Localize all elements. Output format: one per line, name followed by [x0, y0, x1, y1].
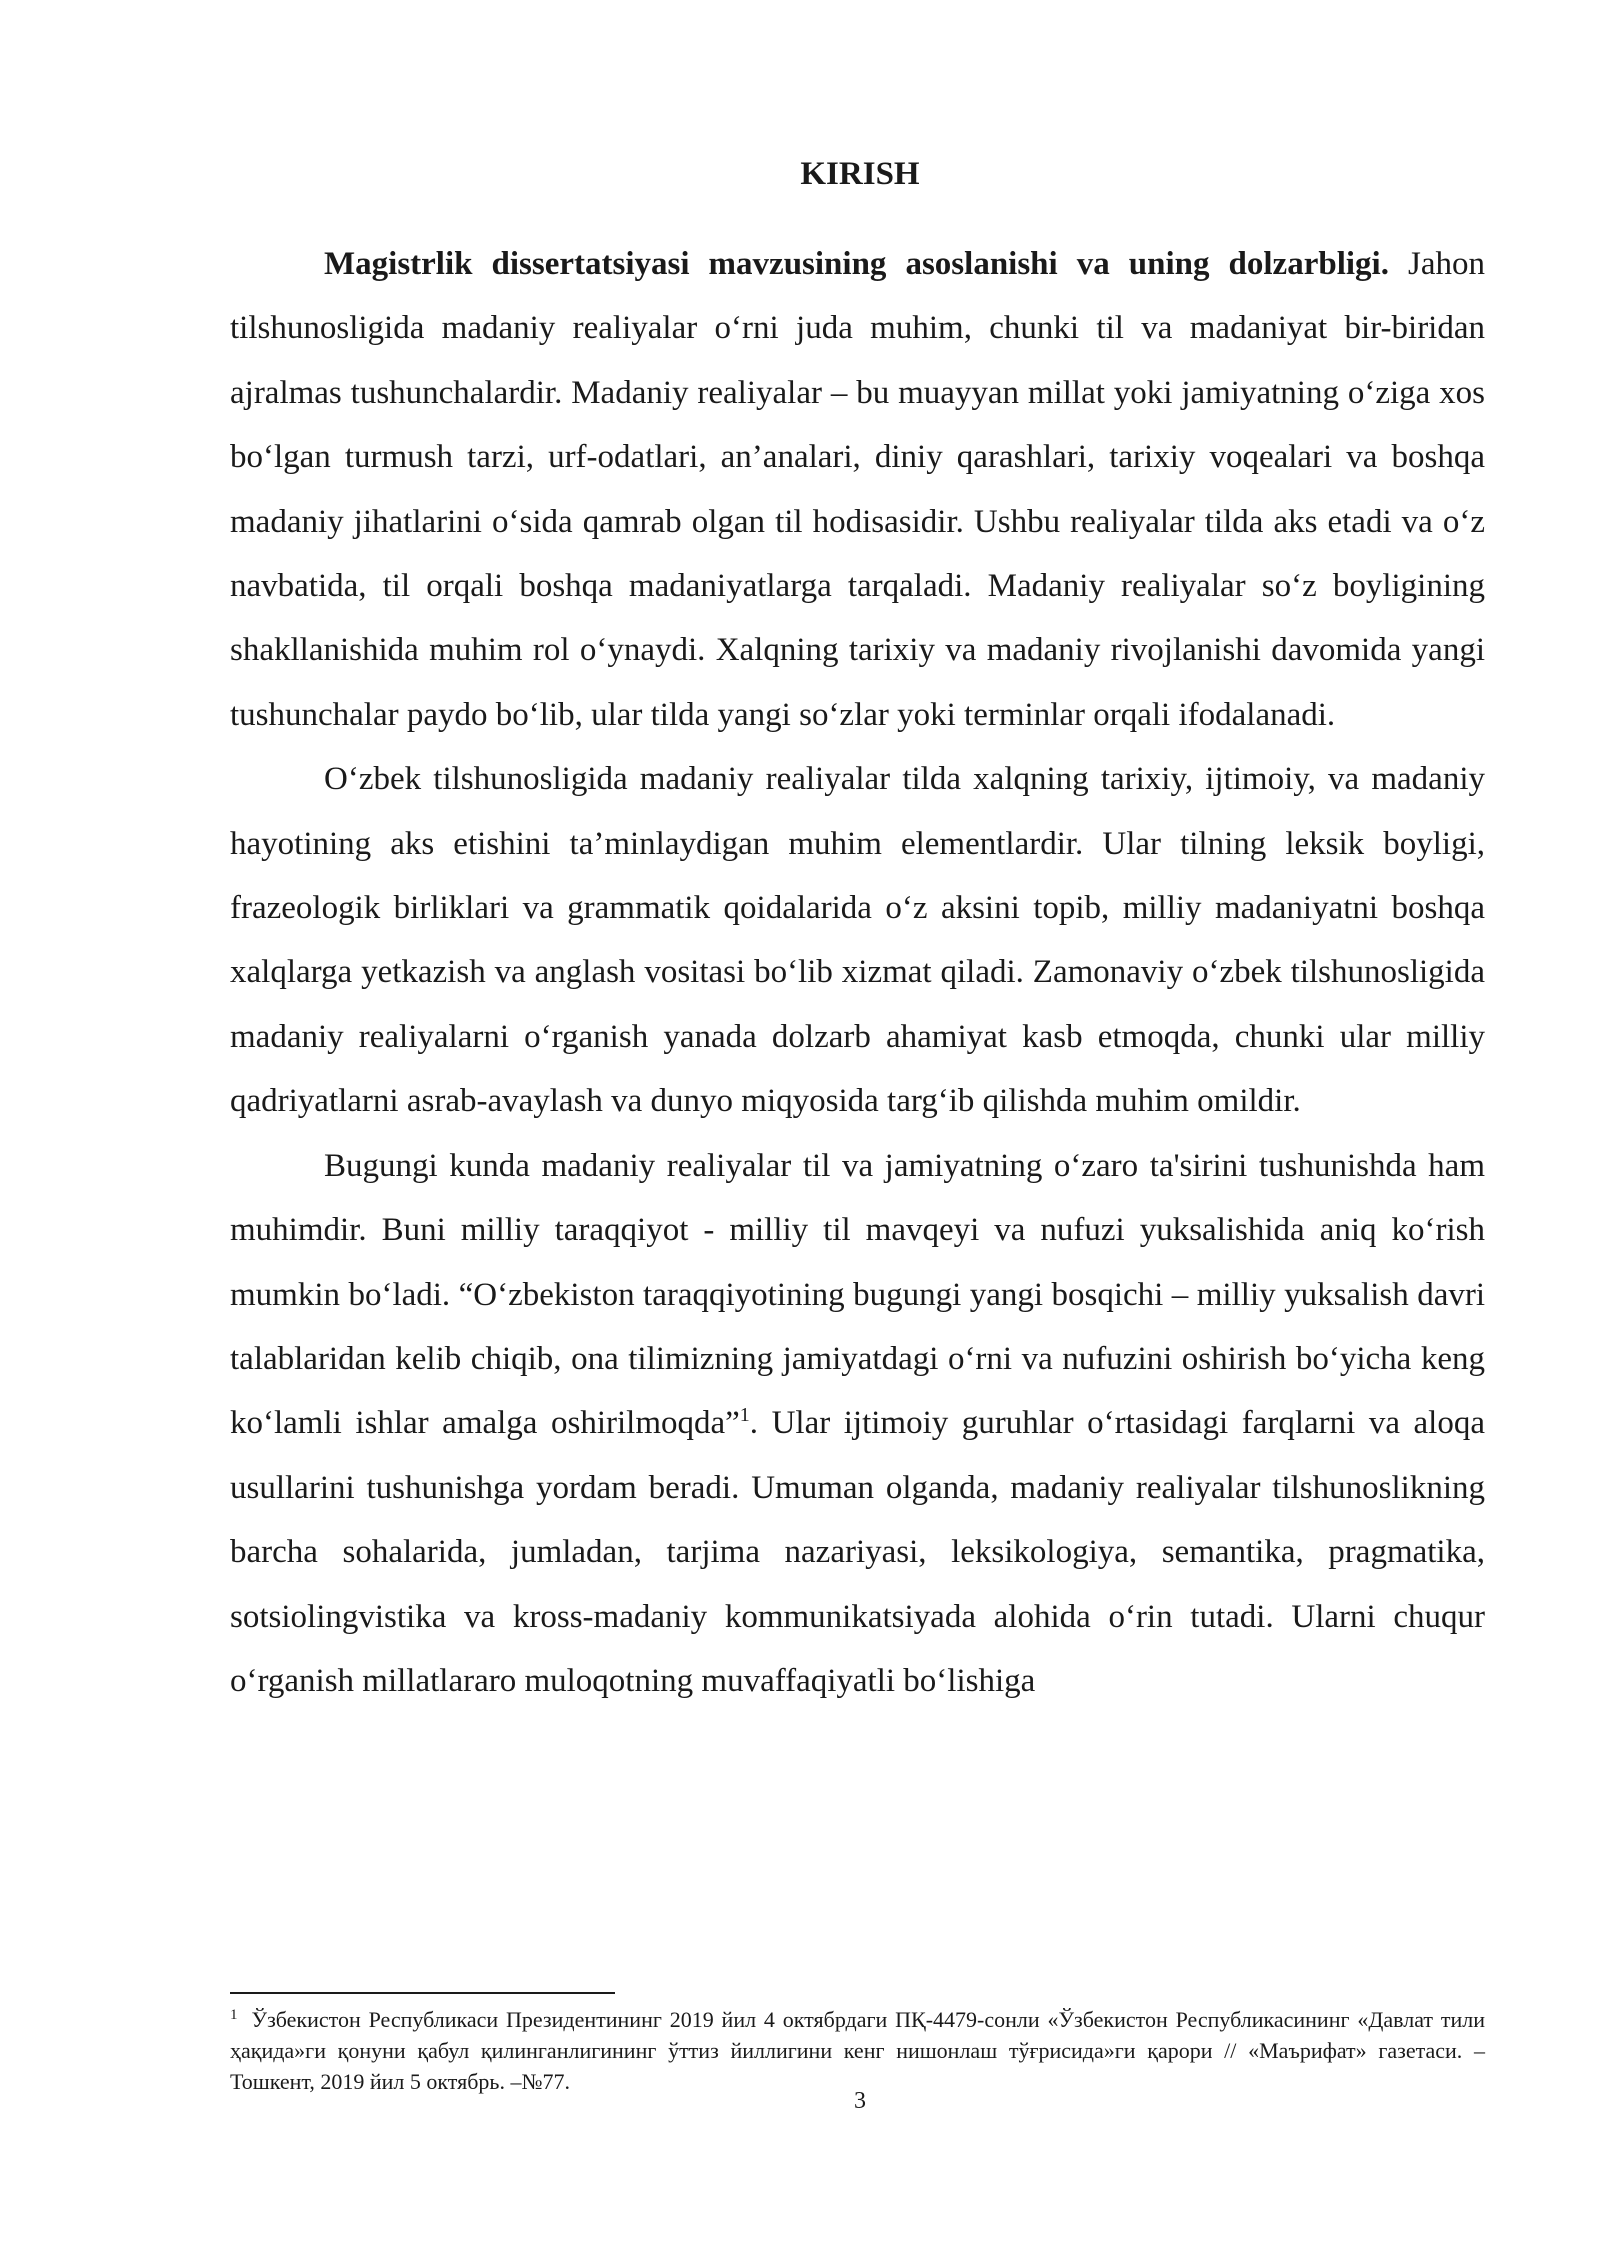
footnote	[230, 2004, 1485, 2097]
section-lead-heading: Magistrlik dissertatsiyasi mavzusining asoslanishi va uning dolzarbligi.	[324, 246, 1389, 282]
main-text	[230, 232, 1485, 1713]
paragraph-3-part-2: . Ular ijtimoiy guruhlar o‘rtasidagi farqlarni va aloqa usullarini tushunishga yordam beradi. Umuman olganda, madaniy realiyalar tilshunoslikning barcha sohalarida, jumladan, tarjima nazariyasi, leksikologiya, semantika, pragmatika, sotsiolingvistika va kross-madaniy kommunikatsiyada alohida o‘rin tutadi. Ularni chuqur o‘rganish millatlararo muloqotning muvaffaqiyatli bo‘lishiga	[230, 1405, 1486, 1699]
footnote-separator	[230, 1992, 615, 1994]
page-number: 3	[854, 2088, 866, 2114]
paragraph-1-body: Jahon tilshunosligida madaniy realiyalar o‘rni juda muhim, chunki til va madaniyat bir-biridan ajralmas tushunchalardir. Madaniy realiyalar – bu muayyan millat yoki jamiyatning o‘ziga xos bo‘lgan turmush tarzi, urf-odatlari, an’analari, diniy qarashlari, tarixiy voqealari va boshqa madaniy jihatlarini o‘sida qamrab olgan til hodisasidir. Ushbu realiyalar tilda aks etadi va o‘z navbatida, til orqali boshqa madaniyatlarga tarqaladi. Madaniy realiyalar so‘z boyligining shakllanishida muhim rol o‘ynaydi. Xalqning tarixiy va madaniy rivojlanishi davomida yangi tushunchalar paydo bo‘lib, ular tilda yangi so‘zlar yoki terminlar orqali ifodalanadi.	[230, 246, 1485, 733]
footnote-reference[interactable]: 1	[739, 1404, 750, 1427]
footnote-number: 1	[230, 2006, 238, 2023]
paragraph-3-part-1: Bugungi kunda madaniy realiyalar til va jamiyatning o‘zaro ta'sirini tushunishda ham muhimdir. Buni milliy taraqqiyot - milliy til mavqeyi va nufuzi yuksalishida aniq ko‘rish mumkin bo‘ladi. “O‘zbekiston taraqqiyotining bugungi yangi bosqichi – milliy yuksalish davri talablaridan kelib chiqib, ona tilimizning jamiyatdagi o‘rni va nufuzini oshirish bo‘yicha keng ko‘lamli ishlar amalga oshirilmoqda”	[230, 1147, 1485, 1442]
paragraph-2: O‘zbek tilshunosligida madaniy realiyalar tilda xalqning tarixiy, ijtimoiy, va madaniy hayotining aks etishini ta’minlaydigan muhim elementlardir. Ular tilning leksik boyligi, frazeologik birliklari va grammatik qoidalarida o‘z aksini topib, milliy madaniyatni boshqa xalqlarga yetkazish va anglash vositasi bo‘lib xizmat qiladi. Zamonaviy o‘zbek tilshunosligida madaniy realiyalarni o‘rganish yanada dolzarb ahamiyat kasb etmoqda, chunki ular milliy qadriyatlarni asrab-avaylash va dunyo miqyosida targ‘ib qilishda muhim omildir.	[230, 761, 1485, 1120]
footnote-text: Ўзбекистон Республикаси Президентининг 2019 йил 4 октябрдаги ПҚ-4479-сонли «Ўзбекистон Республикасининг «Давлат тили ҳақида»ги қонуни қабул қилинганлигининг ўттиз йиллигини кенг нишонлаш тўғрисида»ги қарори // «Маърифат» газетаси. – Тошкент, 2019 йил 5 октябрь. –№77.	[230, 2007, 1485, 2094]
page-title: KIRISH	[800, 156, 920, 192]
paragraph-1	[230, 232, 1485, 747]
paragraph-3	[230, 1134, 1485, 1714]
